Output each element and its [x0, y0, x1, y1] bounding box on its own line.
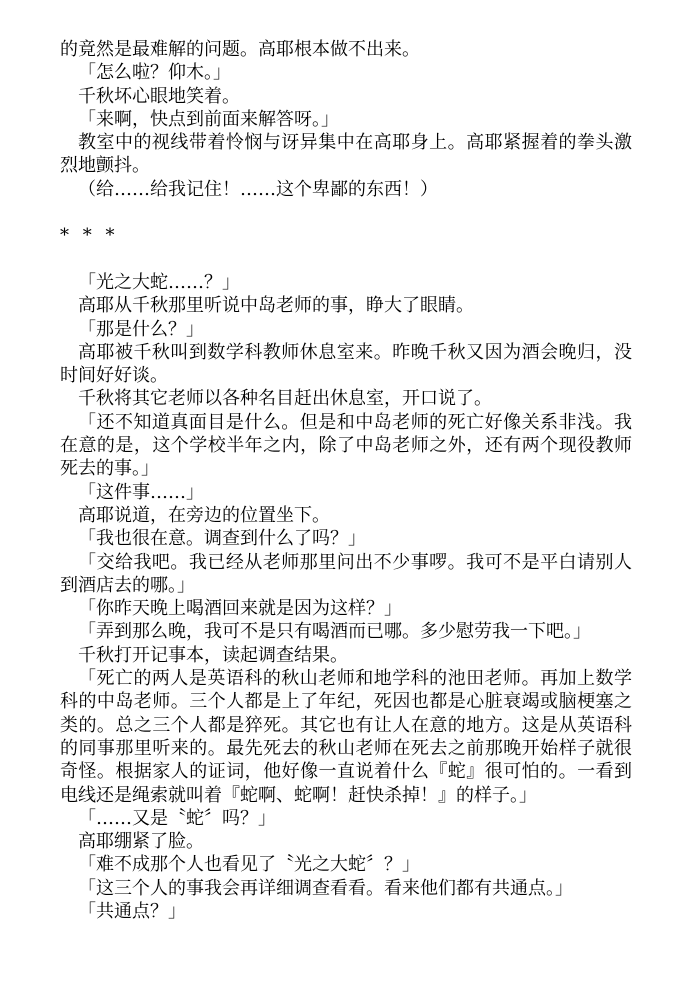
scene-separator: * * * [60, 225, 119, 247]
paragraph: 高耶被千秋叫到数学科教师休息室来。昨晚千秋又因为酒会晚归，没时间好好谈。 [60, 341, 632, 387]
paragraph: 「……又是〝蛇〞吗？」 [78, 807, 276, 829]
paragraph: 「共通点？」 [78, 900, 186, 922]
paragraph: 千秋将其它老师以各种名目赶出休息室，开口说了。 [78, 388, 492, 410]
paragraph: 教室中的视线带着怜悯与讶异集中在高耶身上。高耶紧握着的拳头激烈地颤抖。 [60, 132, 632, 177]
paragraph: 高耶绷紧了脸。 [78, 831, 204, 853]
paragraph: 「那是什么？」 [78, 318, 204, 340]
paragraph: 千秋打开记事本，读起调查结果。 [78, 644, 348, 666]
paragraph: 「这三个人的事我会再详细调查看看。看来他们都有共通点。」 [78, 877, 573, 899]
paragraph: 高耶从千秋那里听说中岛老师的事，睁大了眼睛。 [78, 295, 474, 317]
paragraph: 的竟然是最难解的问题。高耶根本做不出来。 [60, 39, 420, 60]
paragraph: 「怎么啦？仰木。」 [78, 62, 231, 84]
paragraph: 「光之大蛇……？」 [78, 271, 240, 293]
paragraph: 「来啊，快点到前面来解答呀。」 [78, 108, 339, 130]
blank-line [60, 248, 632, 271]
paragraph: 「死亡的两人是英语科的秋山老师和地学科的池田老师。再加上数学科的中岛老师。三个人都是上了年纪，死因也都是心脏衰竭或脑梗塞之类的。总之三个人都是猝死。其它也有让人在意的地方。这是从英语科的同事那里听来的。最先死去的秋山老师在死去之前那晚开始样子就很奇怪。根据家人的证词，他好像一直说着什么『蛇』很可怕的。一看到电线还是绳索就叫着『蛇啊、蛇啊！赶快杀掉！』的样子。」 [60, 668, 632, 806]
paragraph: 「难不成那个人也看见了〝光之大蛇〞？」 [78, 854, 420, 876]
document-page [60, 38, 632, 923]
paragraph: 「弄到那么晚，我可不是只有喝酒而已哪。多少慰劳我一下吧。」 [78, 621, 591, 643]
paragraph: 高耶说道，在旁边的位置坐下。 [78, 504, 330, 526]
paragraph: 「还不知道真面目是什么。但是和中岛老师的死亡好像关系非浅。我在意的是，这个学校半年之内，除了中岛老师之外，还有两个现役教师死去的事。」 [60, 411, 632, 480]
paragraph: 「这件事……」 [78, 481, 204, 503]
section-before [60, 38, 632, 201]
blank-line [60, 201, 632, 224]
paragraph: 千秋坏心眼地笑着。 [78, 85, 240, 107]
paragraph: （给……给我记住！……这个卑鄙的东西！） [78, 178, 438, 200]
paragraph: 「交给我吧。我已经从老师那里问出不少事啰。我可不是平白请别人到酒店去的哪。」 [60, 551, 632, 596]
section-after [60, 271, 632, 923]
paragraph: 「我也很在意。调查到什么了吗？」 [78, 528, 366, 550]
paragraph: 「你昨天晚上喝酒回来就是因为这样？」 [78, 598, 402, 620]
